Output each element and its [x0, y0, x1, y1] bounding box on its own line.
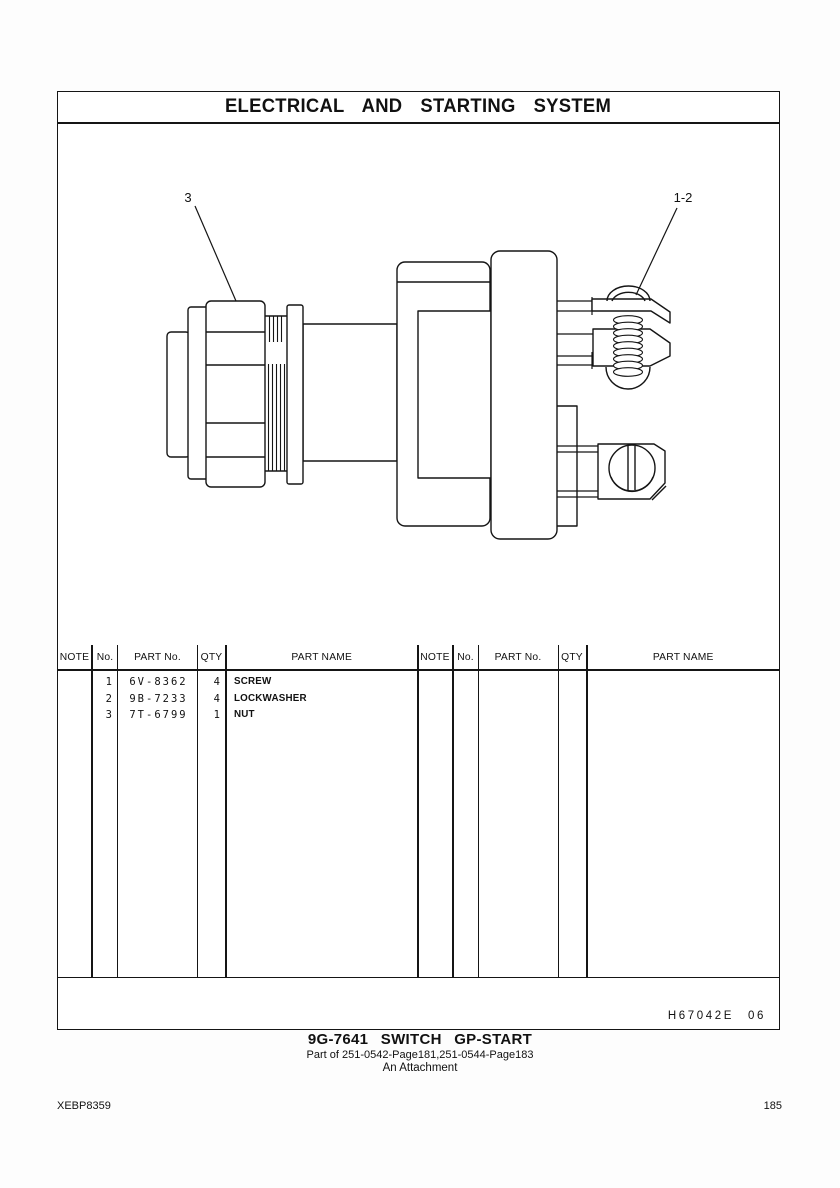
table-cell: 3 — [105, 709, 112, 721]
col-header-qty: QTY — [198, 645, 227, 671]
screw-thread-coil — [614, 316, 643, 377]
table-cell: 2 — [105, 692, 112, 705]
part-name-column-empty — [588, 671, 780, 977]
parts-table-right — [419, 645, 780, 977]
drawing-number: H67042E — [667, 1010, 734, 1022]
parts-table-left — [58, 645, 419, 977]
drawing-revision: 06 — [748, 1010, 766, 1022]
col-header-note: NOTE — [58, 645, 93, 671]
col-header-note: NOTE — [419, 645, 454, 671]
col-header-qty: QTY — [559, 645, 588, 671]
part-no-column — [118, 671, 198, 977]
document-code: XEBP8359 — [57, 1100, 111, 1112]
qty-column-empty — [559, 671, 588, 977]
drawing-code-band — [58, 977, 779, 1029]
part-no-column-empty — [479, 671, 559, 977]
table-cell: LOCKWASHER — [234, 692, 307, 704]
callout-label-1-2: 1-2 — [673, 190, 693, 205]
table-cell: 7T-6799 — [129, 709, 188, 721]
no-column-empty — [454, 671, 479, 977]
page-title: ELECTRICAL AND STARTING SYSTEM — [225, 96, 612, 117]
title-band — [58, 92, 779, 124]
col-header-part-no: PART No. — [479, 645, 559, 671]
no-column — [93, 671, 118, 977]
col-header-no: No. — [454, 645, 479, 671]
attachment-note: An Attachment — [382, 1062, 458, 1074]
table-cell: 4 — [213, 692, 220, 705]
qty-column — [198, 671, 227, 977]
table-cell — [58, 674, 91, 691]
connector-nut-group — [167, 301, 303, 487]
part-of-reference: Part of 251-0542-Page181,251-0544-Page183 — [306, 1049, 534, 1061]
table-cell: 1 — [213, 709, 220, 721]
table-cell: 6V-8362 — [129, 676, 188, 688]
table-cell — [58, 691, 91, 708]
table-cell — [58, 707, 91, 724]
part-diagram — [58, 122, 777, 645]
switch-body-group — [303, 251, 577, 539]
table-cell: SCREW — [234, 676, 272, 687]
page-frame — [57, 91, 780, 1030]
table-cell: NUT — [234, 709, 255, 720]
caption-block — [0, 1031, 840, 1074]
col-header-part-no: PART No. — [118, 645, 198, 671]
table-cell: 1 — [105, 676, 112, 688]
part-group-title: 9G-7641 SWITCH GP-START — [307, 1031, 533, 1048]
table-cell: 4 — [213, 676, 220, 688]
page-number: 185 — [763, 1100, 782, 1112]
note-column-empty — [419, 671, 454, 977]
col-header-no: No. — [93, 645, 118, 671]
parts-table — [58, 645, 779, 977]
table-cell: 9B-7233 — [129, 692, 188, 705]
part-name-column — [227, 671, 417, 977]
col-header-part-name: PART NAME — [588, 645, 780, 671]
callout-label-3: 3 — [184, 190, 192, 205]
col-header-part-name: PART NAME — [227, 645, 417, 671]
note-column — [58, 671, 93, 977]
